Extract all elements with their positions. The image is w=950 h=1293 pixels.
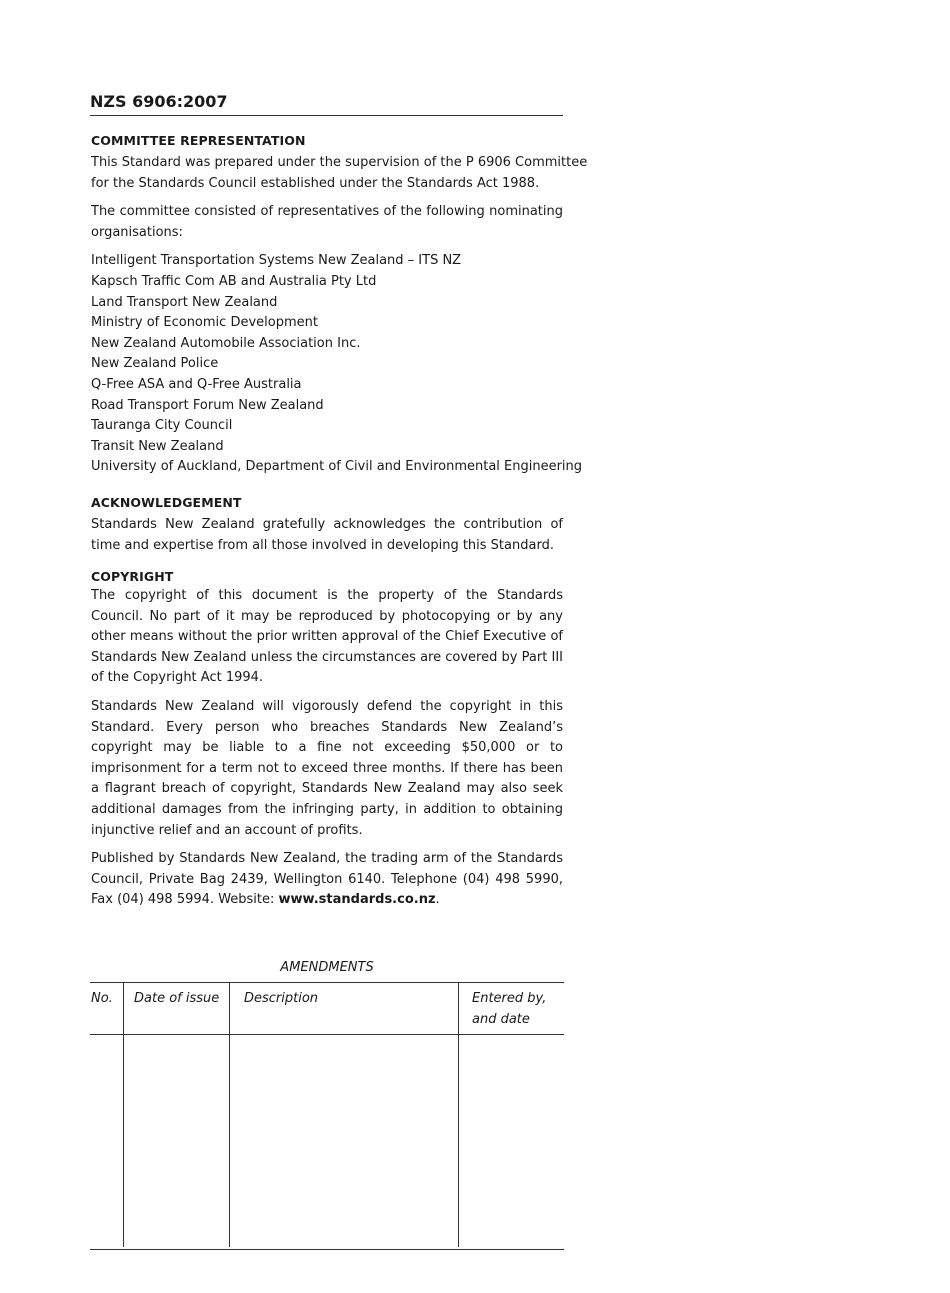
list-item: Kapsch Traffic Com AB and Australia Pty Ltd — [91, 273, 377, 289]
committee-heading: COMMITTEE REPRESENTATION — [91, 133, 306, 148]
website-link[interactable]: www.standards.co.nz — [278, 892, 436, 908]
list-item: Q-Free ASA and Q-Free Australia — [91, 376, 302, 392]
column-divider — [458, 983, 459, 1247]
committee-intro — [91, 153, 588, 194]
list-item: Ministry of Economic Development — [91, 315, 318, 331]
column-divider — [123, 983, 124, 1247]
publisher-paragraph — [91, 849, 563, 911]
committee-nominating-text: The committee consisted of representatives of the following nominating organisations: — [91, 204, 563, 240]
publisher-text-end: . — [435, 892, 440, 908]
list-item: Transit New Zealand — [91, 438, 224, 454]
list-item: New Zealand Automobile Association Inc. — [91, 335, 361, 351]
amendments-caption: AMENDMENTS — [280, 960, 374, 975]
copyright-paragraph-1: The copyright of this document is the property of the Standards Council. No part of it may be reproduced by photocopying or by any other means without the prior written approval of the Chief Executive of Standards New Zealand unless the circumstances are covered by Part III of the Copyright Act 1994. — [91, 588, 563, 686]
list-item: Road Transport Forum New Zealand — [91, 397, 324, 413]
publisher-text: Published by Standards New Zealand, the trading arm of the Standards Council, Private Bag 2439, Wellington 6140. Telephone (04) 498 5990, Fax (04) 498 5994. Website: — [91, 851, 563, 908]
committee-intro-line-1: This Standard was prepared under the supervision of the P 6906 Committee — [91, 155, 588, 170]
list-item: Intelligent Transportation Systems New Zealand – ITS NZ — [91, 253, 462, 269]
table-header-divider — [90, 1034, 564, 1035]
column-header-no: No. — [91, 991, 113, 1006]
document-code: NZS 6906:2007 — [90, 92, 563, 116]
acknowledgement-heading: ACKNOWLEDGEMENT — [91, 494, 242, 510]
organisation-list — [91, 251, 583, 478]
column-header-date-of-issue: Date of issue — [134, 991, 220, 1006]
column-header-entered-by — [472, 989, 546, 1030]
column-divider — [229, 983, 230, 1247]
list-item: University of Auckland, Department of Civil and Environmental Engineering — [91, 459, 583, 475]
acknowledgement-text: Standards New Zealand gratefully acknowledges the contribution of time and expertise from all those involved in developing this Standard. — [91, 516, 563, 553]
committee-intro-line-2: for the Standards Council established under the Standards Act 1988. — [91, 175, 540, 191]
column-header-entered-by-line-1: Entered by, — [472, 991, 547, 1006]
list-item: New Zealand Police — [91, 356, 219, 372]
list-item: Land Transport New Zealand — [91, 294, 278, 310]
copyright-heading: COPYRIGHT — [91, 569, 174, 585]
copyright-paragraph-2: Standards New Zealand will vigorously defend the copyright in this Standard. Every person who breaches Standards New Zealand’s copyright may be liable to a fine not exceeding $50,000 or to imprisonment for a term not to exceed three months. If there has been a flagrant breach of copyright, Standards New Zealand may also seek additional damages from the infringing party, in addition to obtaining injunctive relief and an account of profits. — [91, 699, 563, 838]
amendments-table — [90, 982, 564, 1250]
document-page — [90, 92, 588, 911]
column-header-description: Description — [244, 991, 319, 1006]
list-item: Tauranga City Council — [91, 418, 233, 434]
column-header-entered-by-line-2: and date — [472, 1011, 530, 1027]
